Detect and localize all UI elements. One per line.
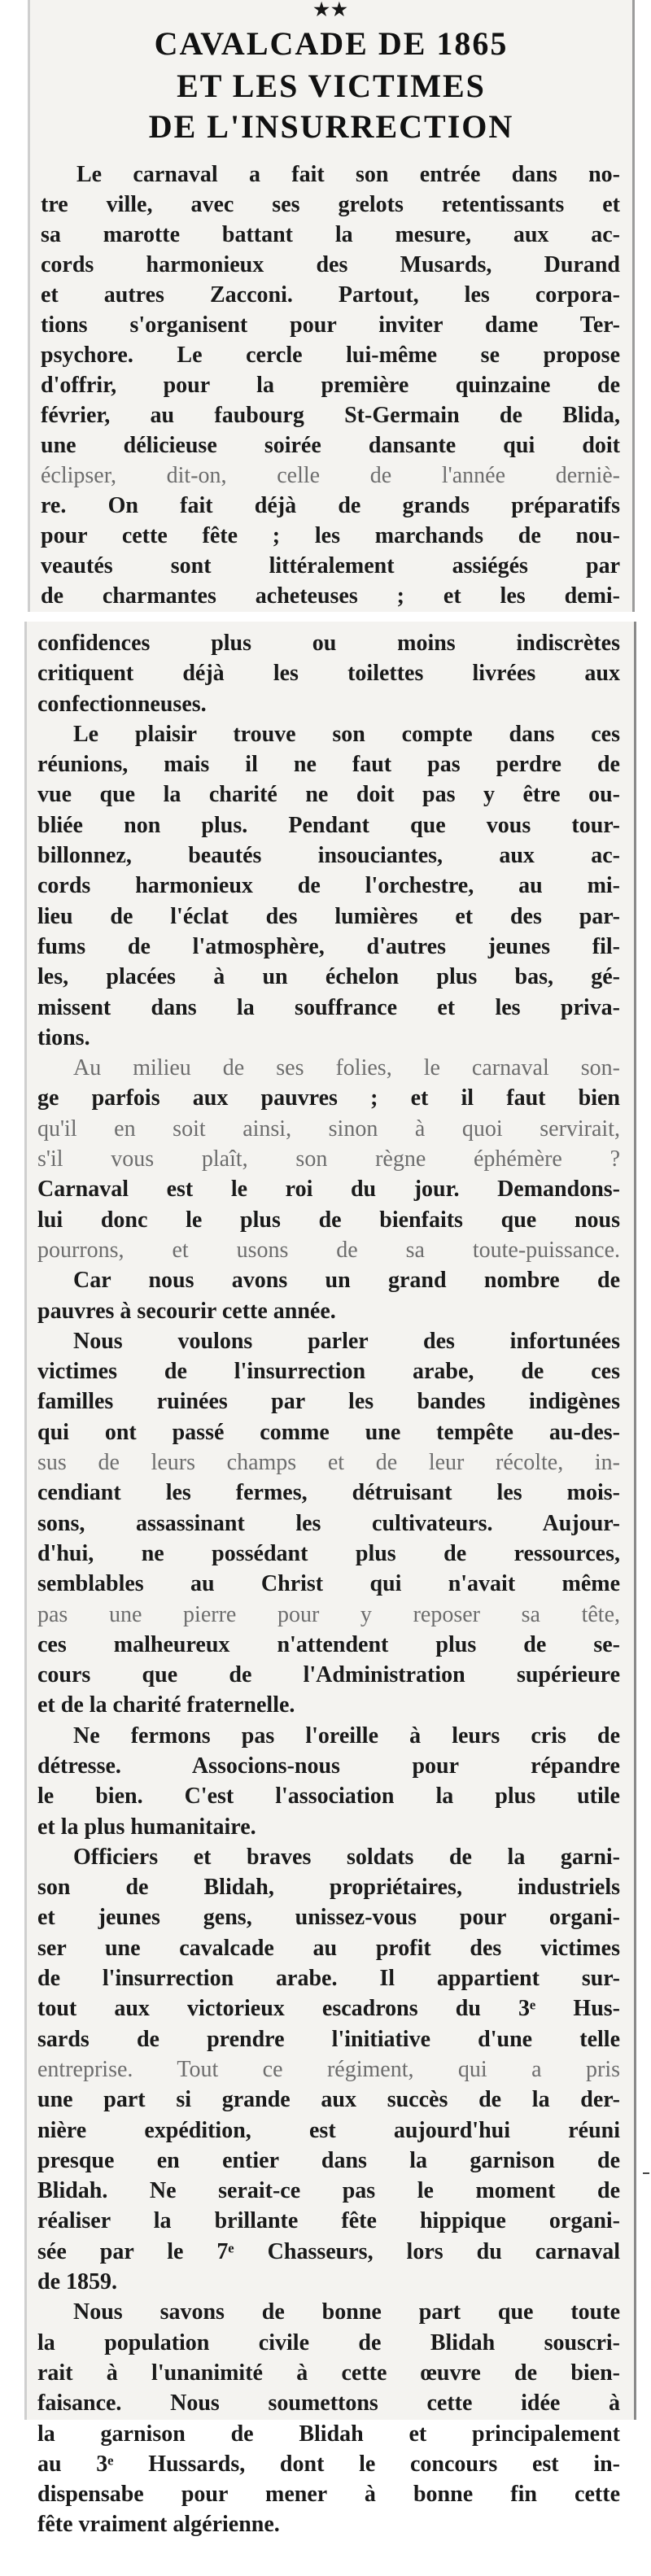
article-line: Blidah. Ne serait-ce pas le moment de [37,2178,620,2204]
article-line: faisance. Nous soumettons cette idée à [37,2390,620,2417]
article-line: et autres Zacconi. Partout, les corpora- [41,282,620,308]
article-line: pour cette fête ; les marchands de nou- [41,523,620,548]
clipping-edge [634,622,636,2420]
article-line: réaliser la brillante fête hippique organi- [37,2208,620,2234]
article-line: tions. [37,1024,90,1050]
article-line: Au milieu de ses folies, le carnaval son- [73,1055,620,1081]
article-line: qui ont passé comme une tempête au-des- [37,1419,620,1445]
article-line: Nous savons de bonne part que toute [73,2299,620,2325]
article-line: Car nous avons un grand nombre de [73,1268,620,1294]
article-line: psychore. Le cercle lui-même se propose [41,343,620,368]
article-line: le bien. C'est l'association la plus utile [37,1784,620,1810]
article-line: qu'il en soit ainsi, sinon à quoi servirait, [37,1116,620,1142]
article-line: nière expédition, est aujourd'hui réuni [37,2117,620,2143]
newspaper-clipping-top [28,0,635,612]
article-line: de charmantes acheteuses ; et les demi- [41,583,620,609]
article-line: critiquent déjà les toilettes livrées aux [37,661,620,687]
article-line: une part si grande aux succès de la der- [37,2087,620,2113]
article-line: dispensabe pour mener à bonne fin cette [37,2482,620,2508]
article-line: la population civile de Blidah souscri- [37,2329,620,2356]
article-line: Nous voulons parler des infortunées [73,1328,620,1354]
article-line: de l'insurrection arabe. Il appartient sur- [37,1966,620,1992]
article-line: éclipser, dit-on, celle de l'année derniè- [41,463,620,488]
article-line: détresse. Associons-nous pour répandre [37,1753,620,1779]
article-line: cords harmonieux de l'orchestre, au mi- [37,873,620,899]
article-line: tions s'organisent pour inviter dame Ter- [41,312,620,338]
article-line: pauvres à secourir cette année. [37,1298,336,1324]
article-line: d'hui, ne possédant plus de ressources, [37,1540,620,1566]
article-line: février, au faubourg St-Germain de Blida, [41,403,620,428]
article-line: s'il vous plaît, son règne éphémère ? [37,1146,620,1172]
article-column-top [41,159,620,611]
article-line: ces malheureux n'attendent plus de se- [37,1631,620,1657]
article-line: Carnaval est le roi du jour. Demandons- [37,1177,620,1203]
article-line: sus de leurs champs et de leur récolte, in- [37,1450,620,1476]
article-line: sons, assassinant les cultivateurs. Aujour- [37,1510,620,1536]
section-stars: ★★ [313,0,349,20]
article-line: lieu de l'éclat des lumières et des par- [37,903,620,929]
article-line: les, placées à un échelon plus bas, gé- [37,964,620,990]
article-line: d'offrir, pour la première quinzaine de [41,373,620,398]
article-line: sée par le 7ᵉ Chasseurs, lors du carnaval [37,2238,620,2264]
article-line: cendiant les fermes, détruisant les mois- [37,1480,620,1506]
article-line: veautés sont littéralement assiégés par [41,553,620,579]
article-line: et jeunes gens, unissez-vous pour organi- [37,1905,620,1931]
article-line: sards de prendre l'initiative d'une telle [37,2026,620,2052]
article-line: bliée non plus. Pendant que vous tour- [37,812,620,838]
article-line: cours que de l'Administration supérieure [37,1662,620,1688]
article-line: billonnez, beautés insouciantes, aux ac- [37,843,620,869]
clipping-edge [24,622,27,2420]
article-line: la garnison de Blidah et principalement [37,2421,620,2447]
article-line: une délicieuse soirée dansante qui doit [41,433,620,458]
article-line: missent dans la souffrance et les priva- [37,994,620,1020]
newspaper-clipping-bottom [24,622,636,2538]
article-line: victimes de l'insurrection arabe, de ces [37,1359,620,1385]
article-column-bottom [37,628,620,2540]
article-line: re. On fait déjà de grands préparatifs [41,493,620,518]
article-line: de 1859. [37,2269,117,2295]
article-line: confectionneuses. [37,691,207,717]
margin-mark [643,2172,649,2174]
article-line: presque en entier dans la garnison de [37,2147,620,2173]
article-line: ser une cavalcade au profit des victimes [37,1935,620,1961]
article-line: pas une pierre pour y reposer sa tête, [37,1601,620,1627]
article-line: fums de l'atmosphère, d'autres jeunes fil- [37,933,620,959]
article-line: vue que la charité ne doit pas y être ou- [37,782,620,808]
article-line: tre ville, avec ses grelots retentissants et [41,192,620,217]
article-line: et de la charité fraternelle. [37,1692,295,1718]
article-line: Officiers et braves soldats de la garni- [73,1844,620,1870]
article-line: son de Blidah, propriétaires, industriels [37,1875,620,1901]
article-line: cords harmonieux des Musards, Durand [41,252,620,277]
article-line: sa marotte battant la mesure, aux ac- [41,222,620,247]
article-line: entreprise. Tout ce régiment, qui a pris [37,2056,620,2082]
article-line: lui donc le plus de bienfaits que nous [37,1207,620,1233]
headline-line-2: ET LES VICTIMES [177,68,486,104]
article-line: confidences plus ou moins indiscrètes [37,631,620,656]
article-line: tout aux victorieux escadrons du 3ᵉ Hus- [37,1996,620,2022]
headline-line-1: CAVALCADE DE 1865 [154,25,509,62]
article-line: ge parfois aux pauvres ; et il faut bien [37,1085,620,1111]
article-line: rait à l'unanimité à cette œuvre de bien- [37,2360,620,2386]
article-line: semblables au Christ qui n'avait même [37,1571,620,1597]
article-line: pourrons, et usons de sa toute-puissance. [37,1237,620,1263]
article-line: Le plaisir trouve son compte dans ces [73,721,620,747]
article-line: Ne fermons pas l'oreille à leurs cris de [73,1722,620,1749]
article-line: familles ruinées par les bandes indigènes [37,1389,620,1415]
article-line: et la plus humanitaire. [37,1814,256,1840]
headline-line-3: DE L'INSURRECTION [148,108,514,145]
article-line: Le carnaval a fait son entrée dans no- [76,162,620,187]
article-line: fête vraiment algérienne. [37,2512,280,2538]
article-line: au 3ᵉ Hussards, dont le concours est in- [37,2451,620,2477]
article-line: réunions, mais il ne faut pas perdre de [37,752,620,778]
